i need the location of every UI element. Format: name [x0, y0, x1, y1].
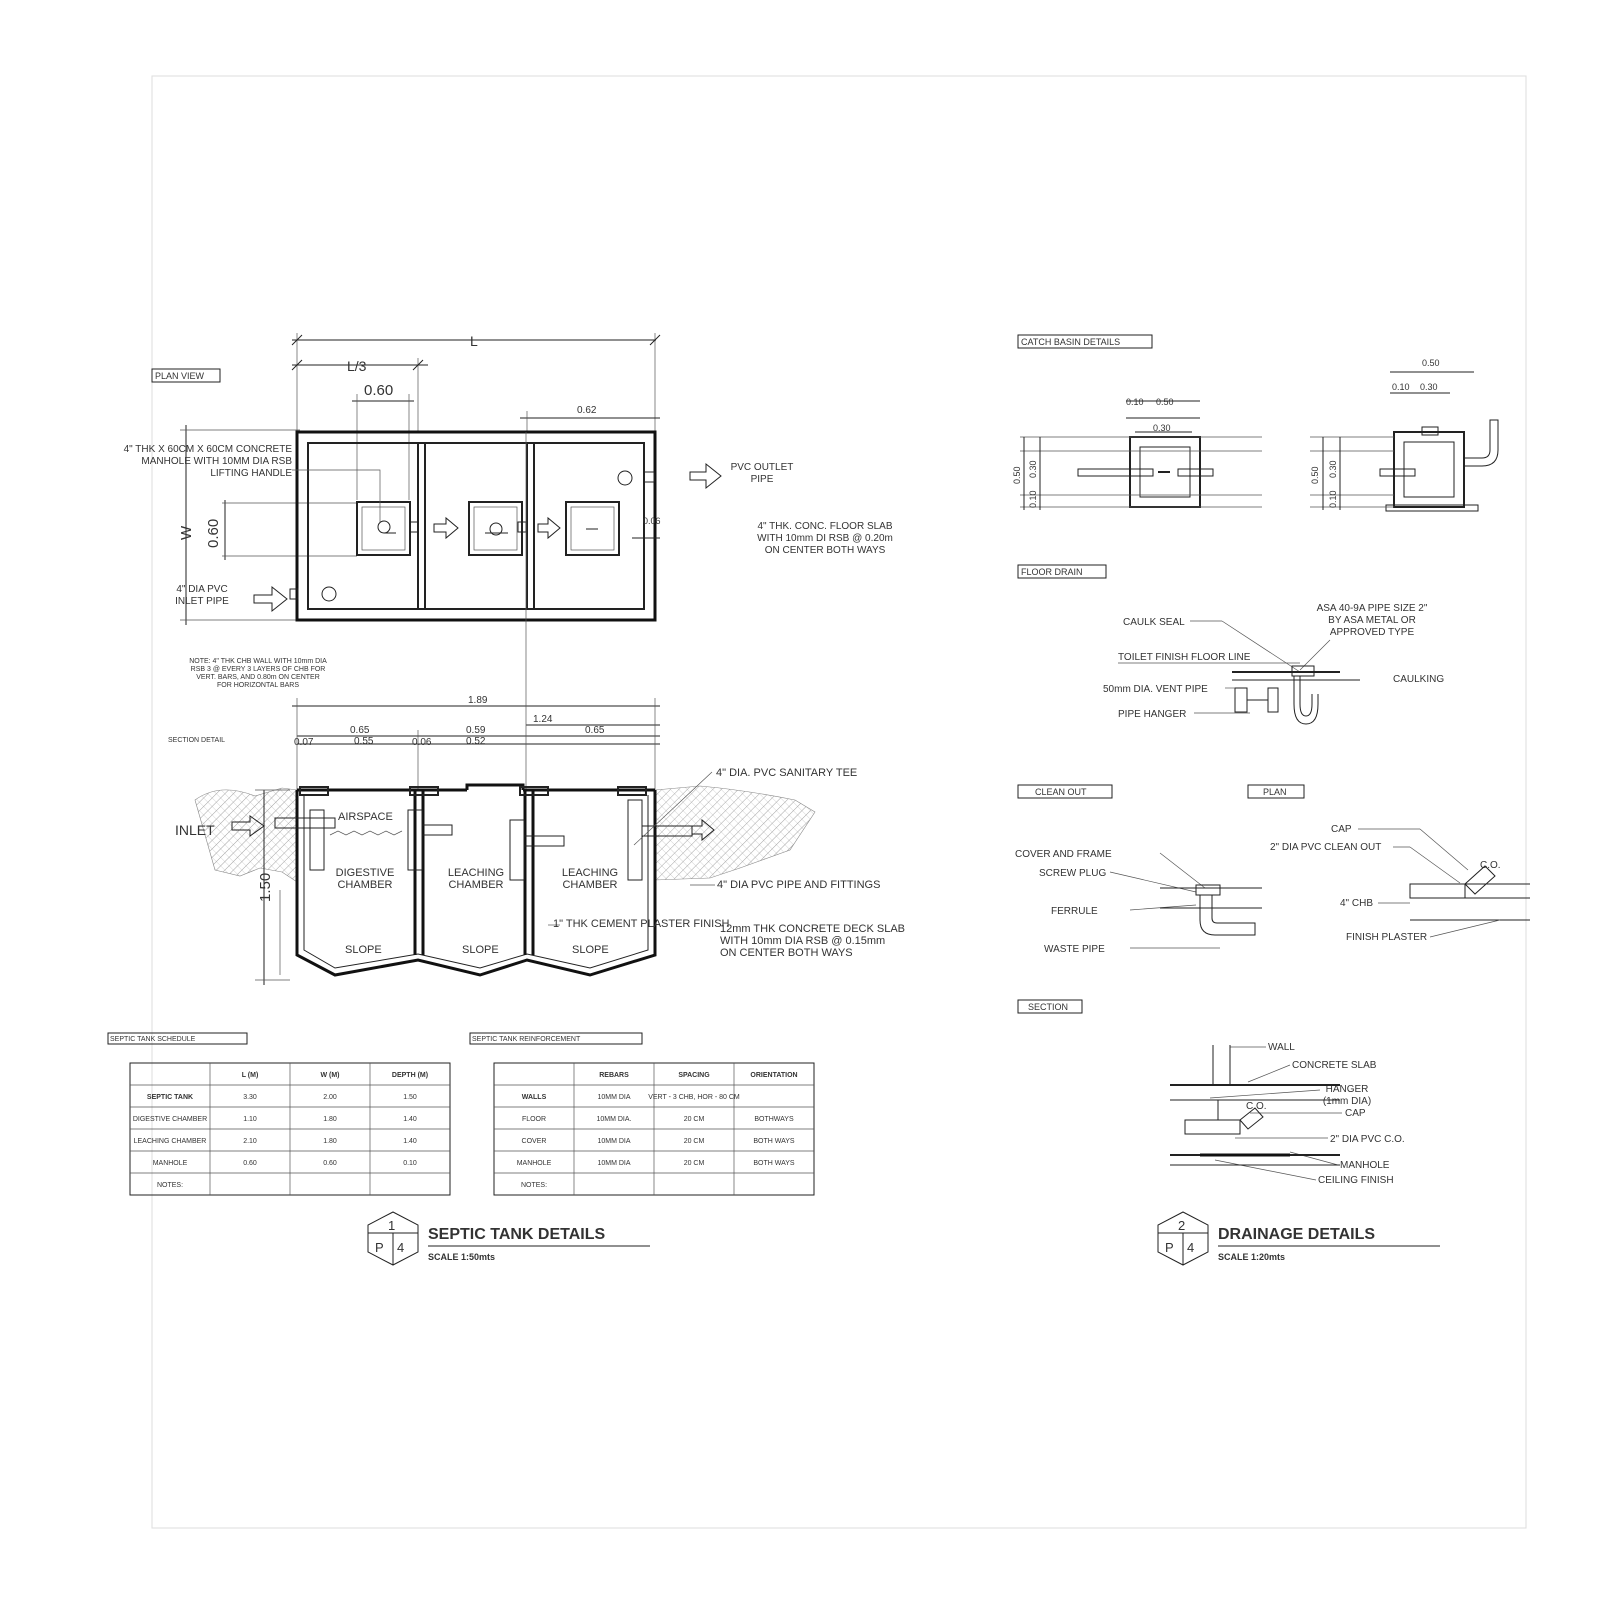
septic-title-p: P	[375, 1240, 384, 1255]
dim-065b: 0.65	[585, 725, 605, 736]
svg-text:NOTE: 4" THK CHB WALL WITH 10m: NOTE: 4" THK CHB WALL WITH 10mm DIA	[189, 658, 327, 665]
svg-text:ASA 40-9A PIPE SIZE 2": ASA 40-9A PIPE SIZE 2"	[1316, 603, 1428, 614]
inlet-label: INLET	[175, 822, 215, 838]
ferrule-label: FERRULE	[1051, 906, 1098, 917]
dim-055: 0.55	[354, 736, 374, 747]
slope-2: SLOPE	[462, 944, 499, 956]
svg-text:RSB 3 @ EVERY 3 LAYERS OF CHB: RSB 3 @ EVERY 3 LAYERS OF CHB FOR	[190, 666, 326, 673]
table-cell: MANHOLE	[152, 1160, 188, 1167]
dim-L: L	[470, 333, 478, 349]
chb-label: 4" CHB	[1340, 898, 1374, 909]
svg-text:0.30: 0.30	[1328, 460, 1338, 478]
inlet-note	[175, 584, 229, 607]
septic-scale: SCALE 1:50mts	[428, 1252, 496, 1262]
septic-title-block	[368, 1212, 650, 1265]
table-cell: BOTH WAYS	[753, 1160, 795, 1167]
svg-text:LIFTING HANDLE: LIFTING HANDLE	[210, 468, 292, 479]
leaching-chamber-2-label: LEACHING	[561, 867, 619, 879]
svg-text:0.10: 0.10	[1328, 490, 1338, 508]
table-cell: LEACHING CHAMBER	[133, 1138, 207, 1145]
cap2-label: CAP	[1345, 1108, 1366, 1119]
dim-L3: L/3	[347, 358, 367, 374]
floor-drain-tag: FLOOR DRAIN	[1021, 567, 1083, 577]
svg-text:0.30: 0.30	[1153, 423, 1171, 433]
svg-text:BY ASA METAL OR: BY ASA METAL OR	[1328, 615, 1416, 626]
table-cell: BOTHWAYS	[754, 1116, 794, 1123]
table-cell: 0.60	[323, 1160, 337, 1167]
dim-059: 0.59	[466, 725, 486, 736]
svg-text:CHAMBER: CHAMBER	[337, 879, 393, 891]
table-cell: MANHOLE	[516, 1160, 552, 1167]
table-header-cell: ORIENTATION	[750, 1072, 798, 1079]
svg-text:PIPE: PIPE	[750, 474, 774, 485]
svg-text:ON CENTER BOTH WAYS: ON CENTER BOTH WAYS	[720, 947, 853, 959]
wall-label: WALL	[1268, 1042, 1295, 1053]
table-header-cell: REBARS	[599, 1072, 629, 1079]
table-cell: 10MM DIA	[597, 1138, 631, 1145]
sheet-border	[152, 76, 1526, 1528]
chamber-labels	[336, 867, 618, 891]
table-cell: 3.30	[243, 1094, 257, 1101]
svg-text:FOR HORIZONTAL BARS: FOR HORIZONTAL BARS	[216, 682, 300, 689]
table-cell: 10MM DIA.	[596, 1116, 632, 1123]
dim-062: 0.62	[577, 405, 597, 416]
drainage-title: DRAINAGE DETAILS	[1218, 1226, 1376, 1243]
schedule-tag: SEPTIC TANK SCHEDULE	[110, 1036, 196, 1043]
clean-out-tag: CLEAN OUT	[1035, 787, 1087, 797]
ceiling-finish-label: CEILING FINISH	[1318, 1175, 1394, 1186]
section-detail-tag: SECTION DETAIL	[168, 737, 226, 744]
table-cell: 0.10	[403, 1160, 417, 1167]
reinforcement-tag: SEPTIC TANK REINFORCEMENT	[472, 1036, 581, 1043]
svg-text:(1mm DIA): (1mm DIA)	[1322, 1096, 1372, 1107]
table-cell: FLOOR	[521, 1116, 547, 1123]
table-cell: 1.40	[403, 1116, 417, 1123]
table-cell: BOTH WAYS	[753, 1138, 795, 1145]
asa-note	[1317, 603, 1428, 638]
cap-label: CAP	[1331, 824, 1352, 835]
drainage-title-p: P	[1165, 1240, 1174, 1255]
septic-title-sheet: 4	[397, 1240, 405, 1255]
septic-section	[168, 432, 905, 985]
manhole-label: MANHOLE	[1340, 1160, 1390, 1171]
co2-label: C.O.	[1246, 1101, 1267, 1112]
dim-007: 0.07	[294, 737, 314, 748]
septic-title-number: 1	[388, 1218, 396, 1233]
table-header-cell: W (M)	[320, 1072, 340, 1079]
table-header-cell: L (M)	[241, 1072, 259, 1079]
table-cell: 1.50	[403, 1094, 417, 1101]
svg-text:0.10: 0.10	[1028, 490, 1038, 508]
drainage-title-number: 2	[1178, 1218, 1186, 1233]
dim-052: 0.52	[466, 736, 486, 747]
schedule-table	[108, 1033, 450, 1195]
svg-text:APPROVED TYPE: APPROVED TYPE	[1329, 627, 1415, 638]
plan-view-tag: PLAN VIEW	[155, 371, 205, 381]
svg-text:PVC OUTLET: PVC OUTLET	[730, 462, 794, 473]
pipe-hanger-label: PIPE HANGER	[1118, 709, 1187, 720]
manhole-note	[124, 444, 293, 479]
table-cell: NOTES:	[156, 1182, 184, 1189]
svg-text:0.30: 0.30	[1028, 460, 1038, 478]
caulk-seal-label: CAULK SEAL	[1123, 617, 1185, 628]
table-cell: DIGESTIVE CHAMBER	[132, 1116, 208, 1123]
clean-out-pvc-label: 2" DIA PVC CLEAN OUT	[1270, 842, 1382, 853]
digestive-chamber-label: DIGESTIVE	[335, 867, 395, 879]
concrete-slab-label: CONCRETE SLAB	[1292, 1060, 1377, 1071]
table-cell: WALLS	[521, 1094, 547, 1101]
svg-text:4" DIA PVC: 4" DIA PVC	[176, 584, 228, 595]
dim-060-top: 0.60	[364, 382, 394, 399]
svg-text:WITH 10mm DI RSB @ 0.20m: WITH 10mm DI RSB @ 0.20m	[757, 533, 893, 544]
cover-frame-label: COVER AND FRAME	[1015, 849, 1112, 860]
airspace-label: AIRSPACE	[338, 811, 393, 823]
table-cell: 2.10	[243, 1138, 257, 1145]
drainage-title-block	[1158, 1212, 1440, 1265]
svg-text:0.50: 0.50	[1012, 466, 1022, 484]
co-label: C.O.	[1480, 860, 1501, 871]
table-header-cell: SPACING	[678, 1072, 710, 1079]
table-cell: 20 CM	[683, 1160, 705, 1167]
dim-006: 0.06	[643, 516, 661, 526]
vent-pipe-label: 50mm DIA. VENT PIPE	[1103, 684, 1208, 695]
table-cell: 10MM DIA	[597, 1094, 631, 1101]
table-header-cell: DEPTH (M)	[391, 1072, 429, 1079]
dim-150: 1.50	[257, 872, 274, 902]
finish-plaster-label: FINISH PLASTER	[1346, 932, 1428, 943]
pipe-note: 4" DIA PVC PIPE AND FITTINGS	[717, 879, 881, 891]
table-cell: 10MM DIA	[597, 1160, 631, 1167]
septic-title: SEPTIC TANK DETAILS	[428, 1226, 606, 1243]
svg-text:ON CENTER BOTH WAYS: ON CENTER BOTH WAYS	[764, 545, 886, 556]
svg-text:0.50: 0.50	[1156, 397, 1174, 407]
svg-text:4" THK X 60CM X 60CM CONCRETE: 4" THK X 60CM X 60CM CONCRETE	[123, 444, 292, 455]
dim-189: 1.89	[468, 695, 488, 706]
table-cell: SEPTIC TANK	[146, 1094, 194, 1101]
wall-note	[189, 658, 327, 689]
floor-drain-detail	[1018, 565, 1444, 724]
svg-text:MANHOLE WITH 10MM DIA RSB: MANHOLE WITH 10MM DIA RSB	[141, 456, 292, 467]
table-cell: 20 CM	[683, 1138, 705, 1145]
dim-065a: 0.65	[350, 725, 370, 736]
svg-text:CHAMBER: CHAMBER	[448, 879, 504, 891]
septic-plan-view	[124, 333, 893, 689]
svg-text:VERT. BARS, AND 0.80m ON CENTE: VERT. BARS, AND 0.80m ON CENTER	[196, 674, 320, 681]
clean-out-detail	[1015, 785, 1530, 955]
table-cell: COVER	[521, 1138, 547, 1145]
caulking-label: CAULKING	[1393, 674, 1445, 685]
drainage-title-sheet: 4	[1187, 1240, 1195, 1255]
table-cell: 1.10	[243, 1116, 257, 1123]
floor-slab-note	[757, 521, 893, 556]
slope-1: SLOPE	[345, 944, 382, 956]
drainage-section-tag: SECTION	[1028, 1002, 1069, 1012]
svg-text:4" THK. CONC. FLOOR SLAB: 4" THK. CONC. FLOOR SLAB	[757, 521, 893, 532]
dim-W: W	[178, 525, 195, 540]
svg-text:HANGER: HANGER	[1325, 1084, 1369, 1095]
leaching-chamber-1-label: LEACHING	[447, 867, 505, 879]
table-cell: VERT - 3 CHB, HOR - 80 CM	[648, 1094, 740, 1101]
table-cell: 20 CM	[683, 1116, 705, 1123]
svg-text:WITH 10mm DIA RSB @ 0.15mm: WITH 10mm DIA RSB @ 0.15mm	[720, 935, 886, 947]
svg-text:12mm THK CONCRETE DECK SLAB: 12mm THK CONCRETE DECK SLAB	[720, 923, 906, 935]
svg-text:INLET PIPE: INLET PIPE	[175, 596, 229, 607]
dim-006b: 0.06	[412, 737, 432, 748]
svg-text:0.50: 0.50	[1310, 466, 1320, 484]
catch-basin-details	[1012, 335, 1498, 511]
tee-note: 4" DIA. PVC SANITARY TEE	[716, 767, 858, 779]
table-cell: 0.60	[243, 1160, 257, 1167]
svg-text:0.50: 0.50	[1422, 358, 1440, 368]
deck-note	[720, 923, 905, 959]
svg-text:0.10: 0.10	[1392, 382, 1410, 392]
slope-3: SLOPE	[572, 944, 609, 956]
dim-124: 1.24	[533, 714, 553, 725]
svg-text:CHAMBER: CHAMBER	[562, 879, 618, 891]
plan-tag: PLAN	[1263, 787, 1287, 797]
table-cell: NOTES:	[520, 1182, 548, 1189]
pvc-co-label: 2" DIA PVC C.O.	[1330, 1134, 1405, 1145]
svg-text:0.30: 0.30	[1420, 382, 1438, 392]
plaster-note: 1" THK CEMENT PLASTER FINISH	[553, 918, 730, 930]
drainage-scale: SCALE 1:20mts	[1218, 1252, 1286, 1262]
outlet-note	[731, 462, 794, 485]
catch-basin-tag: CATCH BASIN DETAILS	[1021, 337, 1121, 347]
table-cell: 1.80	[323, 1116, 337, 1123]
svg-text:0.10: 0.10	[1126, 397, 1144, 407]
screw-plug-label: SCREW PLUG	[1039, 868, 1107, 879]
dim-060-side: 0.60	[205, 518, 222, 548]
hanger-label	[1323, 1084, 1371, 1107]
waste-pipe-label: WASTE PIPE	[1044, 944, 1105, 955]
table-cell: 2.00	[323, 1094, 337, 1101]
toilet-floor-label: TOILET FINISH FLOOR LINE	[1118, 652, 1251, 663]
table-cell: 1.40	[403, 1138, 417, 1145]
drainage-section-detail	[1018, 1000, 1405, 1186]
reinforcement-table	[470, 1033, 814, 1195]
table-cell: 1.80	[323, 1138, 337, 1145]
